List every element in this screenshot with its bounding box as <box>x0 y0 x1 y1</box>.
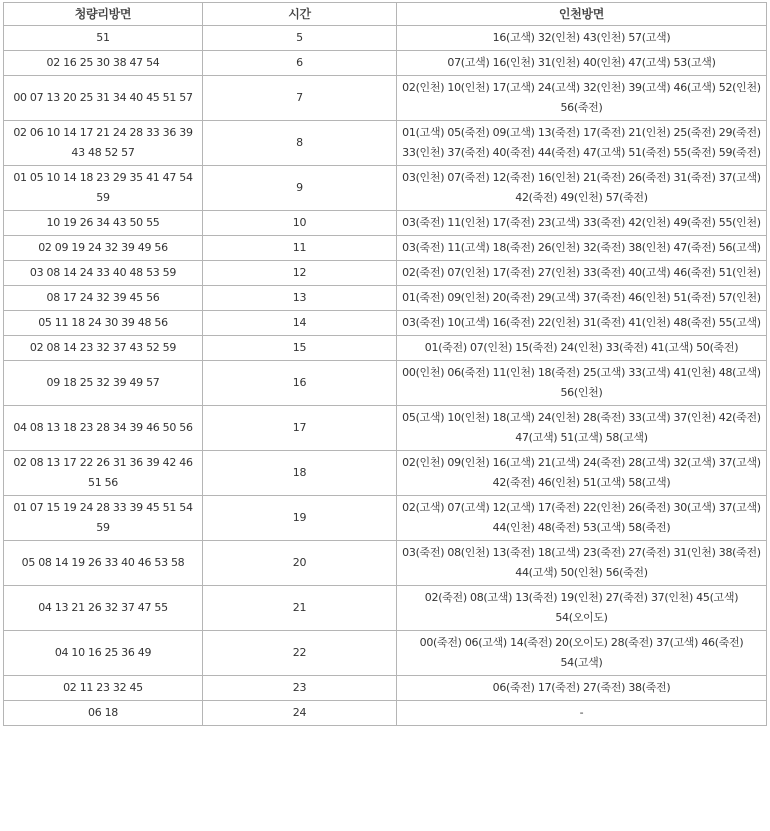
cell-west: 02 08 14 23 32 37 43 52 59 <box>4 336 203 361</box>
table-row <box>4 406 767 451</box>
cell-west: 05 11 18 24 30 39 48 56 <box>4 311 203 336</box>
table-row <box>4 496 767 541</box>
cell-hour: 24 <box>203 701 397 726</box>
cell-west: 02 16 25 30 38 47 54 <box>4 51 203 76</box>
cell-west: 04 13 21 26 32 37 47 55 <box>4 586 203 631</box>
table-row <box>4 51 767 76</box>
cell-hour: 15 <box>203 336 397 361</box>
cell-hour: 21 <box>203 586 397 631</box>
cell-west: 02 11 23 32 45 <box>4 676 203 701</box>
cell-west: 10 19 26 34 43 50 55 <box>4 211 203 236</box>
cell-east: 01(죽전) 07(인천) 15(죽전) 24(인천) 33(죽전) 41(고색) 50(죽전) <box>397 336 767 361</box>
header-hour: 시간 <box>203 3 397 26</box>
header-east: 인천방면 <box>397 3 767 26</box>
cell-east: 02(고색) 07(고색) 12(고색) 17(죽전) 22(인천) 26(죽전) 30(고색) 37(고색) 44(인천) 48(죽전) 53(고색) 58(죽전) <box>397 496 767 541</box>
cell-west: 02 06 10 14 17 21 24 28 33 36 39 43 48 52 57 <box>4 121 203 166</box>
cell-east: 06(죽전) 17(죽전) 27(죽전) 38(죽전) <box>397 676 767 701</box>
cell-hour: 14 <box>203 311 397 336</box>
cell-east: 03(죽전) 11(고색) 18(죽전) 26(인천) 32(죽전) 38(인천) 47(죽전) 56(고색) <box>397 236 767 261</box>
table-row <box>4 261 767 286</box>
cell-hour: 12 <box>203 261 397 286</box>
cell-hour: 18 <box>203 451 397 496</box>
cell-east: - <box>397 701 767 726</box>
timetable-body <box>4 26 767 726</box>
cell-west: 04 08 13 18 23 28 34 39 46 50 56 <box>4 406 203 451</box>
cell-west: 00 07 13 20 25 31 34 40 45 51 57 <box>4 76 203 121</box>
cell-hour: 16 <box>203 361 397 406</box>
table-row <box>4 236 767 261</box>
cell-west: 01 05 10 14 18 23 29 35 41 47 54 59 <box>4 166 203 211</box>
table-row <box>4 336 767 361</box>
table-row <box>4 26 767 51</box>
table-row <box>4 541 767 586</box>
cell-hour: 19 <box>203 496 397 541</box>
cell-west: 08 17 24 32 39 45 56 <box>4 286 203 311</box>
cell-hour: 9 <box>203 166 397 211</box>
table-row <box>4 586 767 631</box>
cell-east: 07(고색) 16(인천) 31(인천) 40(인천) 47(고색) 53(고색) <box>397 51 767 76</box>
cell-hour: 13 <box>203 286 397 311</box>
cell-east: 01(고색) 05(죽전) 09(고색) 13(죽전) 17(죽전) 21(인천) 25(죽전) 29(죽전) 33(인천) 37(죽전) 40(죽전) 44(죽전) 47(고색) 51(죽전) 55(죽전) 59(죽전) <box>397 121 767 166</box>
cell-hour: 17 <box>203 406 397 451</box>
cell-hour: 6 <box>203 51 397 76</box>
cell-hour: 8 <box>203 121 397 166</box>
cell-east: 02(죽전) 07(인천) 17(죽전) 27(인천) 33(죽전) 40(고색) 46(죽전) 51(인천) <box>397 261 767 286</box>
timetable <box>3 2 767 726</box>
table-row <box>4 361 767 406</box>
header-row <box>4 3 767 26</box>
cell-west: 01 07 15 19 24 28 33 39 45 51 54 59 <box>4 496 203 541</box>
cell-hour: 7 <box>203 76 397 121</box>
cell-hour: 10 <box>203 211 397 236</box>
cell-west: 03 08 14 24 33 40 48 53 59 <box>4 261 203 286</box>
table-row <box>4 211 767 236</box>
cell-hour: 11 <box>203 236 397 261</box>
table-row <box>4 701 767 726</box>
cell-west: 04 10 16 25 36 49 <box>4 631 203 676</box>
cell-hour: 20 <box>203 541 397 586</box>
table-row <box>4 311 767 336</box>
cell-east: 00(인천) 06(죽전) 11(인천) 18(죽전) 25(고색) 33(고색) 41(인천) 48(고색) 56(인천) <box>397 361 767 406</box>
cell-east: 03(죽전) 10(고색) 16(죽전) 22(인천) 31(죽전) 41(인천) 48(죽전) 55(고색) <box>397 311 767 336</box>
table-row <box>4 631 767 676</box>
cell-east: 03(인천) 07(죽전) 12(죽전) 16(인천) 21(죽전) 26(죽전) 31(죽전) 37(고색) 42(죽전) 49(인천) 57(죽전) <box>397 166 767 211</box>
cell-hour: 23 <box>203 676 397 701</box>
table-row <box>4 121 767 166</box>
cell-hour: 22 <box>203 631 397 676</box>
cell-west: 06 18 <box>4 701 203 726</box>
cell-east: 03(죽전) 11(인천) 17(죽전) 23(고색) 33(죽전) 42(인천) 49(죽전) 55(인천) <box>397 211 767 236</box>
cell-west: 02 08 13 17 22 26 31 36 39 42 46 51 56 <box>4 451 203 496</box>
header-west: 청량리방면 <box>4 3 203 26</box>
table-row <box>4 166 767 211</box>
cell-east: 02(인천) 09(인천) 16(고색) 21(고색) 24(죽전) 28(고색) 32(고색) 37(고색) 42(죽전) 46(인천) 51(고색) 58(고색) <box>397 451 767 496</box>
cell-east: 01(죽전) 09(인천) 20(죽전) 29(고색) 37(죽전) 46(인천) 51(죽전) 57(인천) <box>397 286 767 311</box>
cell-east: 02(죽전) 08(고색) 13(죽전) 19(인천) 27(죽전) 37(인천) 45(고색) 54(오이도) <box>397 586 767 631</box>
table-row <box>4 451 767 496</box>
cell-west: 09 18 25 32 39 49 57 <box>4 361 203 406</box>
cell-east: 05(고색) 10(인천) 18(고색) 24(인천) 28(죽전) 33(고색) 37(인천) 42(죽전) 47(고색) 51(고색) 58(고색) <box>397 406 767 451</box>
cell-east: 03(죽전) 08(인천) 13(죽전) 18(고색) 23(죽전) 27(죽전) 31(인천) 38(죽전) 44(고색) 50(인천) 56(죽전) <box>397 541 767 586</box>
cell-west: 05 08 14 19 26 33 40 46 53 58 <box>4 541 203 586</box>
cell-hour: 5 <box>203 26 397 51</box>
table-row <box>4 286 767 311</box>
cell-west: 51 <box>4 26 203 51</box>
cell-east: 00(죽전) 06(고색) 14(죽전) 20(오이도) 28(죽전) 37(고색) 46(죽전) 54(고색) <box>397 631 767 676</box>
cell-west: 02 09 19 24 32 39 49 56 <box>4 236 203 261</box>
cell-east: 02(인천) 10(인천) 17(고색) 24(고색) 32(인천) 39(고색) 46(고색) 52(인천) 56(죽전) <box>397 76 767 121</box>
table-row <box>4 676 767 701</box>
table-row <box>4 76 767 121</box>
cell-east: 16(고색) 32(인천) 43(인천) 57(고색) <box>397 26 767 51</box>
